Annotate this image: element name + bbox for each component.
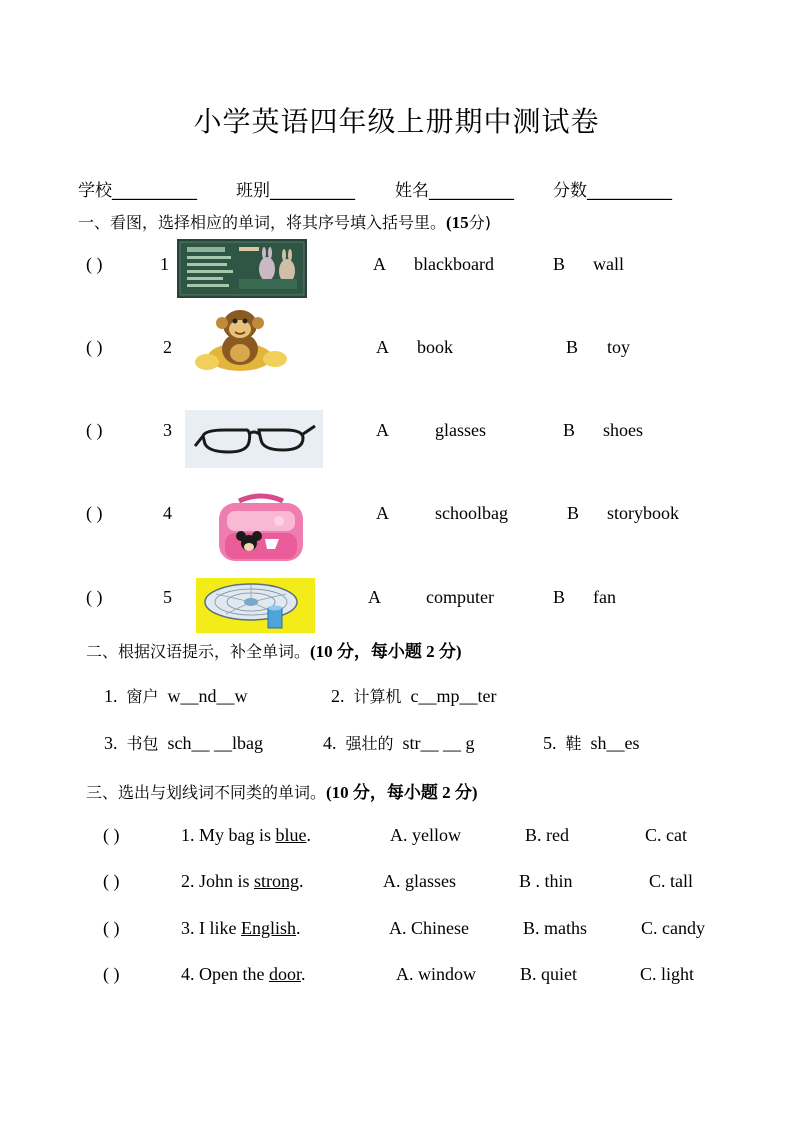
underlined-word-2: strong	[254, 871, 300, 891]
option-b-letter-5: B	[553, 587, 566, 607]
option-b-letter-1: B	[553, 254, 566, 274]
score-field[interactable]: 分数__________	[553, 181, 672, 201]
option-c-3-3: C. candy	[641, 918, 705, 938]
item-number-1: 1	[160, 254, 169, 274]
option-a-letter-2: A	[376, 337, 389, 357]
section3-heading: 三、选出与划线词不同类的单词。(10 分，每小题 2 分)	[86, 783, 478, 802]
schoolbag-picture	[209, 493, 313, 565]
item-number-2: 2	[163, 337, 172, 357]
fill-item-5[interactable]: 5. 鞋 sh__es	[543, 733, 640, 753]
option-a-3-3: A. Chinese	[389, 918, 469, 938]
option-c-3-4: C. light	[640, 964, 695, 984]
answer-paren-5[interactable]: ( )	[86, 587, 103, 607]
answer-paren-1[interactable]: ( )	[86, 254, 103, 274]
option-b-letter-2: B	[566, 337, 579, 357]
option-a-letter-4: A	[376, 503, 389, 523]
answer-paren-2[interactable]: ( )	[86, 337, 103, 357]
option-c-3-1: C. cat	[645, 825, 687, 845]
item-number-5: 5	[163, 587, 172, 607]
option-b-3-4: B. quiet	[520, 964, 577, 984]
option-b-word-5: fan	[593, 587, 616, 607]
sentence-1: 1. My bag is blue.	[181, 825, 311, 845]
option-a-letter-5: A	[368, 587, 381, 607]
blackboard-picture	[177, 239, 307, 298]
option-a-word-2: book	[417, 337, 453, 357]
option-b-3-1: B. red	[525, 825, 569, 845]
option-b-word-4: storybook	[607, 503, 679, 523]
monkey-toy-picture	[185, 307, 290, 375]
option-b-letter-3: B	[563, 420, 576, 440]
class-answer-paren-2[interactable]: ( )	[103, 871, 120, 891]
section3-score: (10 分，每小题 2 分)	[326, 783, 478, 802]
option-b-word-3: shoes	[603, 420, 643, 440]
section1-heading: 一、看图，选择相应的单词，将其序号填入括号里。(15分)	[78, 213, 491, 232]
section2-score: (10 分，每小题 2 分)	[310, 642, 462, 661]
item-number-4: 4	[163, 503, 172, 523]
class-answer-paren-4[interactable]: ( )	[103, 964, 120, 984]
item-number-3: 3	[163, 420, 172, 440]
name-field[interactable]: 姓名__________	[395, 181, 514, 201]
answer-paren-3[interactable]: ( )	[86, 420, 103, 440]
option-b-word-1: wall	[593, 254, 624, 274]
answer-paren-4[interactable]: ( )	[86, 503, 103, 523]
option-c-3-2: C. tall	[649, 871, 693, 891]
option-a-word-3: glasses	[435, 420, 486, 440]
section2-heading: 二、根据汉语提示，补全单词。(10 分，每小题 2 分)	[86, 642, 462, 661]
sentence-2: 2. John is strong.	[181, 871, 304, 891]
option-a-letter-3: A	[376, 420, 389, 440]
option-a-3-2: A. glasses	[383, 871, 456, 891]
fill-item-2[interactable]: 2. 计算机 c__mp__ter	[331, 686, 497, 706]
sentence-4: 4. Open the door.	[181, 964, 306, 984]
section1-score: (15	[446, 213, 469, 232]
option-a-3-1: A. yellow	[390, 825, 461, 845]
fill-item-4[interactable]: 4. 强壮的 str__ __ g	[323, 733, 475, 753]
underlined-word-3: English	[241, 918, 297, 938]
fill-item-1[interactable]: 1. 窗户 w__nd__w	[104, 686, 248, 706]
sentence-3: 3. I like English.	[181, 918, 301, 938]
option-b-word-2: toy	[607, 337, 631, 357]
option-a-word-4: schoolbag	[435, 503, 508, 523]
fan-picture	[196, 578, 315, 633]
option-b-3-2: B . thin	[519, 871, 573, 891]
underlined-word-4: door	[268, 964, 301, 984]
option-b-3-3: B. maths	[523, 918, 588, 938]
school-field[interactable]: 学校__________	[78, 181, 197, 201]
class-answer-paren-1[interactable]: ( )	[103, 825, 120, 845]
option-b-letter-4: B	[567, 503, 580, 523]
class-field[interactable]: 班别__________	[236, 181, 355, 201]
option-a-word-1: blackboard	[414, 254, 494, 274]
underlined-word-1: blue	[275, 825, 307, 845]
class-answer-paren-3[interactable]: ( )	[103, 918, 120, 938]
glasses-picture	[185, 410, 323, 468]
option-a-word-5: computer	[426, 587, 494, 607]
option-a-3-4: A. window	[396, 964, 476, 984]
page-title: 小学英语四年级上册期中测试卷	[193, 105, 600, 138]
option-a-letter-1: A	[373, 254, 386, 274]
fill-item-3[interactable]: 3. 书包 sch__ __lbag	[104, 733, 263, 753]
